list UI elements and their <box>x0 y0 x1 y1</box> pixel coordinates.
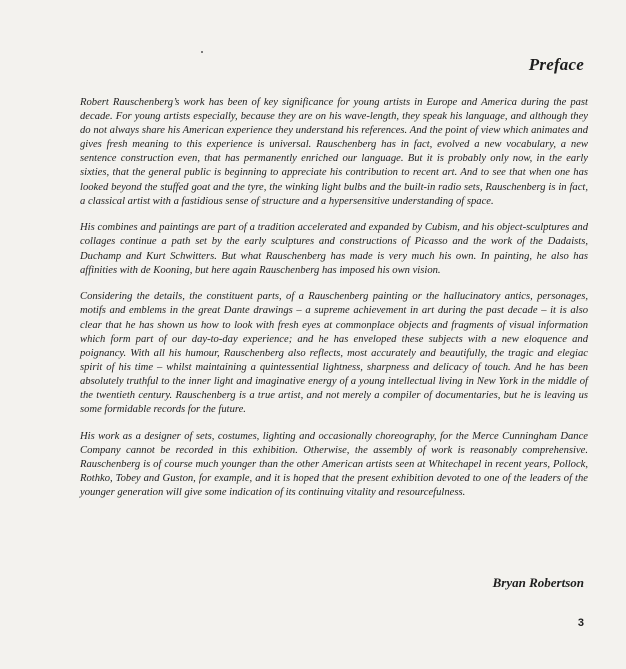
paragraph-3: Considering the details, the constituent parts, of a Rauschenberg painting or the hallucinatory antics, personages, motifs and emblems in the great Dante drawings – a supreme achievement in art during the past decade – it is also clear that he has shown us how to look with fresh eyes at commonplace objects and fragments of visual information which form part of our day-to-day experience; and he has enveloped these subjects with a new eloquence and poignancy. With all his humour, Rauschenberg also reflects, most accurately and beautifully, the tragic and elegiac spirit of his time – whilst maintaining a quintessential lightness, sharpness and delicacy of touch. And he has been absolutely truthful to the inner light and imaginative energy of a young intellectual living in New York in the middle of the twentieth century. Rauschenberg is a true artist, and not merely a compiler of documentaries, but he is leaving us some formidable records for the future. <box>80 291 588 416</box>
author-signature: Bryan Robertson <box>492 575 584 590</box>
preface-body <box>80 96 588 513</box>
paragraph-1: Robert Rauschenberg’s work has been of key significance for young artists in Europe and America during the past decade. For young artists especially, because they are on his wave-length, they speak his language, and although they do not always share his American experience they understand his references. And the point of view which animates and gives fresh meaning to this experience is universal. Rauschenberg has in fact, evolved a new vocabulary, a new sentence construction even, that has permanently enriched our language. But it is probably only now, in the early sixties, that the general public is beginning to appreciate his contribution to recent art. And to see that when one has looked beyond the stuffed goat and the tyre, the winking light bulbs and the built-in radio sets, Rauschenberg is in fact, a classical artist with a fastidious sense of structure and a hypersensitive understanding of space. <box>80 97 588 207</box>
page-title: Preface <box>528 55 584 74</box>
print-speck <box>201 51 203 53</box>
paragraph-4: His work as a designer of sets, costumes, lighting and occasionally choreography, for the Merce Cunningham Dance Company cannot be recorded in this exhibition. Otherwise, the assembly of work is reasonably comprehensive. Rauschenberg is of course much younger than the other American artists seen at Whitechapel in recent years, Pollock, Rothko, Tobey and Guston, for example, and it is hoped that the present exhibition devoted to one of the leaders of the younger generation will give some indication of its continuing vitality and resourcefulness. <box>80 430 588 499</box>
paragraph-2: His combines and paintings are part of a tradition accelerated and expanded by Cubism, and his object-sculptures and collages continue a path set by the early sculptures and constructions of Picasso and the work of the Dadaists, Duchamp and Kurt Schwitters. But what Rauschenberg has made is very much his own. In painting, he also has affinities with de Kooning, but here again Rauschenberg has imposed his own vision. <box>80 222 588 276</box>
page-number: 3 <box>577 617 584 629</box>
